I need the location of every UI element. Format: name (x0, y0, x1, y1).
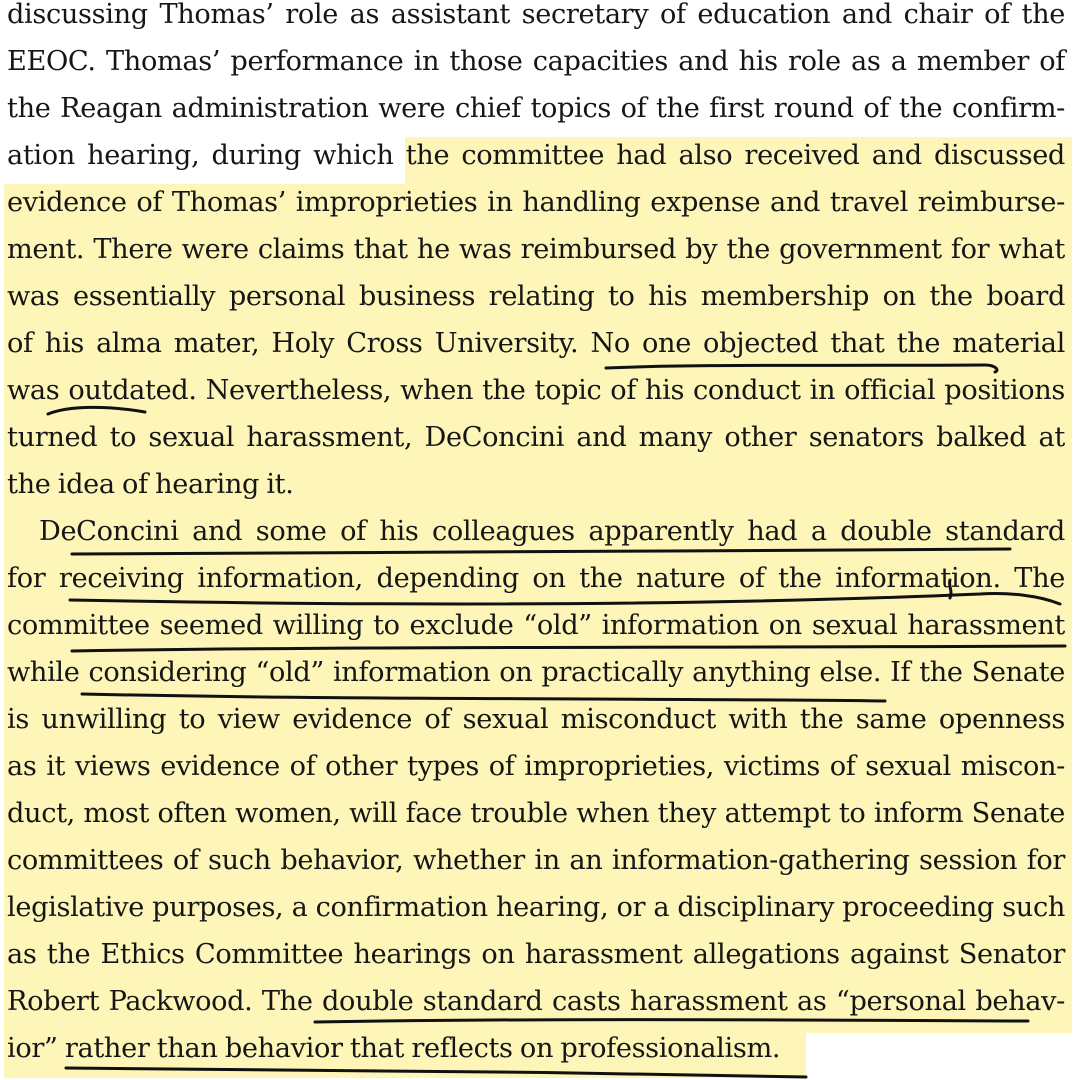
text-line: as the Ethics Committee hearings on harassment allegations against Senator (7, 939, 1065, 970)
text-line: the Reagan administration were chief topics of the first round of the confirm- (7, 93, 1065, 124)
text-line: turned to sexual harassment, DeConcini and many other senators balked at (7, 422, 1065, 453)
text-line: while considering “old” information on practically anything else. If the Senate (7, 657, 1065, 688)
text-line: duct, most often women, will face trouble when they attempt to inform Senate (7, 798, 1065, 829)
paragraph-end-line: the idea of hearing it. (7, 469, 294, 500)
text-line: is unwilling to view evidence of sexual misconduct with the same openness (7, 704, 1065, 735)
text-line: was essentially personal business relating to his membership on the board (7, 281, 1065, 312)
text-line: for receiving information, depending on the nature of the information. The (7, 563, 1065, 594)
paragraph-start-line: DeConcini and some of his colleagues apparently had a double standard (39, 516, 1065, 547)
text-line: of his alma mater, Holy Cross University. No one objected that the material (7, 328, 1065, 359)
text-line: ation hearing, during which the committee had also received and discussed (7, 140, 1065, 171)
text-line: evidence of Thomas’ improprieties in handling expense and travel reimburse- (7, 187, 1065, 218)
text-line: committees of such behavior, whether in an information-gathering session for (7, 845, 1065, 876)
text-line: ment. There were claims that he was reimbursed by the government for what (7, 234, 1065, 265)
text-line: Robert Packwood. The double standard casts harassment as “personal behav- (7, 986, 1065, 1017)
paragraph-end-line: ior” rather than behavior that reflects on professionalism. (7, 1033, 781, 1064)
text-line: legislative purposes, a confirmation hearing, or a disciplinary proceeding such (7, 892, 1065, 923)
text-line: as it views evidence of other types of improprieties, victims of sexual miscon- (7, 751, 1065, 782)
text-line: EEOC. Thomas’ performance in those capacities and his role as a member of (7, 46, 1065, 77)
text-line: was outdated. Nevertheless, when the topic of his conduct in official positions (7, 375, 1065, 406)
text-line: discussing Thomas’ role as assistant secretary of education and chair of the (7, 0, 1065, 30)
text-line: committee seemed willing to exclude “old” information on sexual harassment (7, 610, 1065, 641)
